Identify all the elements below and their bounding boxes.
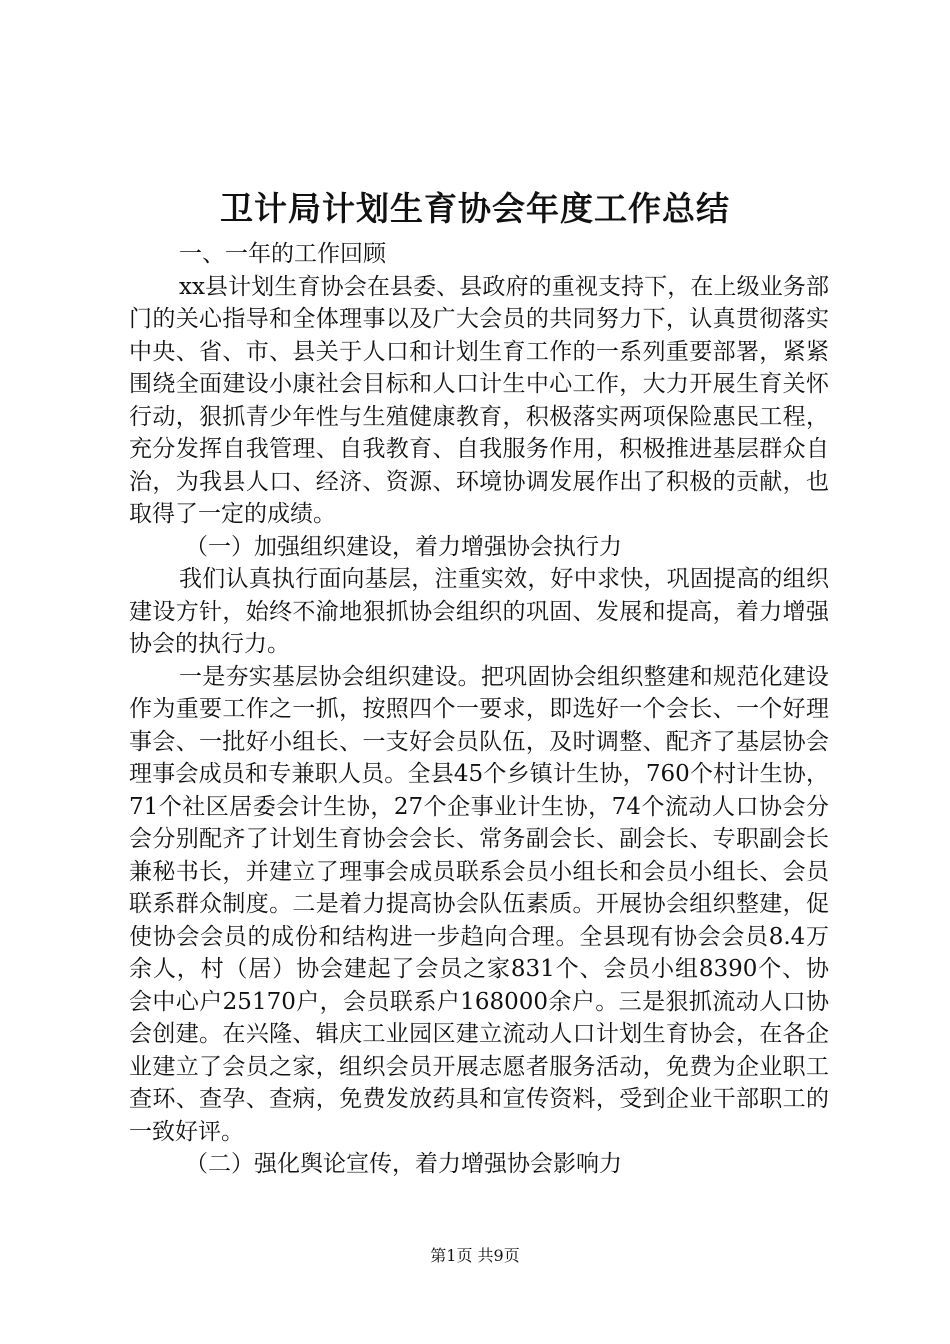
paragraph-details: 一是夯实基层协会组织建设。把巩固协会组织整建和规范化建设作为重要工作之一抓，按照四个一要求，即选好一个会长、一个好理事会、一批好小组长、一支好会员队伍，及时调整、配齐了基层协会理事会成员和专兼职人员。全县45个乡镇计生协，760个村计生协，71个社区居委会计生协，27个企事业计生协，74个流动人口协会分会分别配齐了计划生育协会会长、常务副会长、副会长、专职副会长兼秘书长，并建立了理事会成员联系会员小组长和会员小组长、会员联系群众制度。二是着力提高协会队伍素质。开展协会组织整建，促使协会会员的成份和结构进一步趋向合理。全县现有协会会员8.4万余人，村（居）协会建起了会员之家831个、会员小组8390个、协会中心户25170户，会员联系户168000余户。三是狠抓流动人口协会创建。在兴隆、辑庆工业园区建立流动人口计划生育协会，在各企业建立了会员之家，组织会员开展志愿者服务活动，免费为企业职工查环、查孕、查病，免费发放药具和宣传资料，受到企业干部职工的一致好评。 [129,663,829,1145]
paragraph-organization: 我们认真执行面向基层，注重实效，好中求快，巩固提高的组织建设方针，始终不渝地狠抓协会组织的巩固、发展和提高，着力增强协会的执行力。 [129,566,829,657]
subsection-heading-2: （二）强化舆论宣传，着力增强协会影响力 [185,1151,622,1177]
section-heading-1: 一、一年的工作回顾 [179,241,386,267]
page-footer: 第1页 共9页 [430,1246,520,1265]
subsection-heading-1: （一）加强组织建设，着力增强协会执行力 [185,533,622,560]
paragraph-intro: xx县计划生育协会在县委、县政府的重视支持下，在上级业务部门的关心指导和全体理事以及广大会员的共同努力下，认真贯彻落实中央、省、市、县关于人口和计划生育工作的一系列重要部署，紧紧围绕全面建设小康社会目标和人口计生中心工作，大力开展生育关怀行动，狠抓青少年性与生殖健康教育，积极落实两项保险惠民工程，充分发挥自我管理、自我教育、自我服务作用，积极推进基层群众自治，为我县人口、经济、资源、环境协调发展作出了积极的贡献，也取得了一定的成绩。 [129,273,829,527]
document-body [129,238,829,1181]
document-title: 卫计局计划生育协会年度工作总结 [220,189,730,228]
